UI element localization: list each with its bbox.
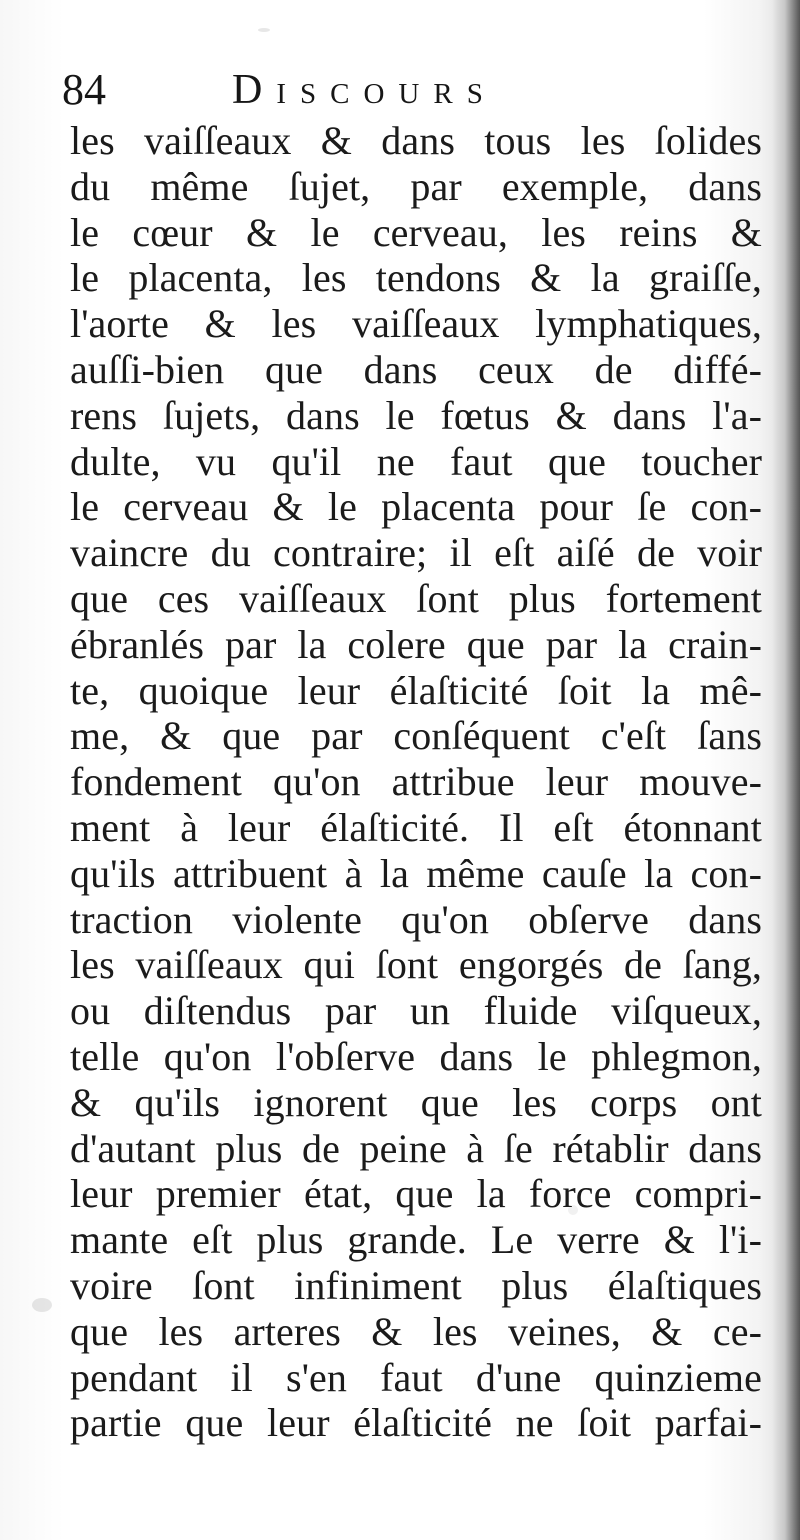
text-line: partie que leur élaſticité ne ſoit parfai- <box>70 1400 762 1446</box>
text-line: voire ſont infiniment plus élaſtiques <box>70 1262 762 1308</box>
text-line: le placenta, les tendons & la graiſſe, <box>70 255 762 301</box>
paper-speck <box>258 28 270 32</box>
text-line: fondement qu'on attribue leur mouve- <box>70 759 762 805</box>
text-line: le cerveau & le placenta pour ſe con- <box>70 484 762 530</box>
text-line: & qu'ils ignorent que les corps ont <box>70 1079 762 1125</box>
text-line: mante eſt plus grande. Le verre & l'i- <box>70 1217 762 1263</box>
body-text <box>70 118 762 1498</box>
text-line: qu'ils attribuent à la même cauſe la con- <box>70 850 762 896</box>
text-line: que les arteres & les veines, & ce- <box>70 1308 762 1354</box>
text-line: pendant il s'en faut d'une quinzieme <box>70 1354 762 1400</box>
text-line: le cœur & le cerveau, les reins & <box>70 209 762 255</box>
text-line: rens ſujets, dans le fœtus & dans l'a- <box>70 392 762 438</box>
text-line: ou diſtendus par un fluide viſqueux, <box>70 988 762 1034</box>
text-line: vaincre du contraire; il eſt aiſé de voir <box>70 530 762 576</box>
text-line: leur premier état, que la force compri- <box>70 1171 762 1217</box>
text-line: les vaiſſeaux qui ſont engorgés de ſang, <box>70 942 762 988</box>
text-line: te, quoique leur élaſticité ſoit la mê- <box>70 667 762 713</box>
text-line: me, & que par conſéquent c'eſt ſans <box>70 713 762 759</box>
text-line: l'aorte & les vaiſſeaux lymphatiques, <box>70 301 762 347</box>
paper-speck <box>32 1298 52 1312</box>
page-edge-shadow <box>772 0 800 1540</box>
text-line: traction violente qu'on obſerve dans <box>70 896 762 942</box>
running-head: Discours <box>232 67 497 113</box>
page-header <box>62 60 752 120</box>
text-line: telle qu'on l'obſerve dans le phlegmon, <box>70 1033 762 1079</box>
text-line: dulte, vu qu'il ne faut que toucher <box>70 438 762 484</box>
text-line: d'autant plus de peine à ſe rétablir dans <box>70 1125 762 1171</box>
page-number: 84 <box>62 65 106 114</box>
text-line: auſſi-bien que dans ceux de diffé- <box>70 346 762 392</box>
text-line: que ces vaiſſeaux ſont plus fortement <box>70 575 762 621</box>
text-line: ébranlés par la colere que par la crain- <box>70 621 762 667</box>
text-line: du même ſujet, par exemple, dans <box>70 163 762 209</box>
text-line: les vaiſſeaux & dans tous les ſolides <box>70 118 762 163</box>
text-line: ment à leur élaſticité. Il eſt étonnant <box>70 804 762 850</box>
